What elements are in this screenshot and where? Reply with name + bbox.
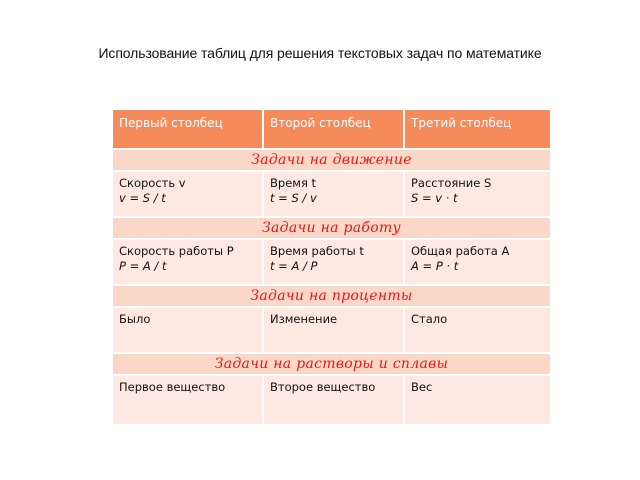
cell-label: Было <box>119 312 151 326</box>
section-row-work <box>113 216 550 240</box>
cell-label: Второе вещество <box>270 380 376 394</box>
header-cell-1: Первый столбец <box>113 110 264 148</box>
cell-label: Скорость v <box>119 176 186 190</box>
section-row-motion <box>113 148 550 172</box>
section-heading-percent: Задачи на проценты <box>113 284 550 308</box>
cell-label: Стало <box>411 312 448 326</box>
section-heading-work: Задачи на работу <box>113 216 550 240</box>
table-cell <box>113 308 264 352</box>
section-row-solutions <box>113 352 550 376</box>
table-cell <box>405 376 550 424</box>
table-cell <box>264 308 405 352</box>
section-heading-solutions: Задачи на растворы и сплавы <box>113 352 550 376</box>
table-row <box>113 308 550 352</box>
cell-label: Скорость работы P <box>119 244 234 258</box>
header-cell-2: Второй столбец <box>264 110 405 148</box>
header-row <box>113 110 550 148</box>
table-cell <box>113 240 264 284</box>
cell-label: Изменение <box>270 312 338 326</box>
table-cell <box>405 308 550 352</box>
cell-formula: t = A / P <box>270 259 318 273</box>
cell-label: Время t <box>270 176 317 190</box>
task-table <box>113 110 550 424</box>
table-cell <box>113 376 264 424</box>
cell-formula: A = P · t <box>411 259 459 273</box>
table-cell <box>264 376 405 424</box>
cell-label: Первое вещество <box>119 380 226 394</box>
cell-label: Время работы t <box>270 244 364 258</box>
table-row <box>113 172 550 216</box>
table-cell <box>405 240 550 284</box>
cell-formula: t = S / v <box>270 191 317 205</box>
header-cell-3: Третий столбец <box>405 110 550 148</box>
table-cell <box>405 172 550 216</box>
cell-label: Вес <box>411 380 433 394</box>
table-row <box>113 376 550 424</box>
table-cell <box>264 172 405 216</box>
cell-formula: S = v · t <box>411 191 458 205</box>
section-row-percent <box>113 284 550 308</box>
page-title: Использование таблиц для решения текстовых задач по математике <box>98 45 542 61</box>
table-cell <box>113 172 264 216</box>
cell-formula: v = S / t <box>119 191 166 205</box>
cell-formula: P = A / t <box>119 259 167 273</box>
cell-label: Расстояние S <box>411 176 492 190</box>
table-row <box>113 240 550 284</box>
section-heading-motion: Задачи на движение <box>113 148 550 172</box>
cell-label: Общая работа A <box>411 244 510 258</box>
table-cell <box>264 240 405 284</box>
